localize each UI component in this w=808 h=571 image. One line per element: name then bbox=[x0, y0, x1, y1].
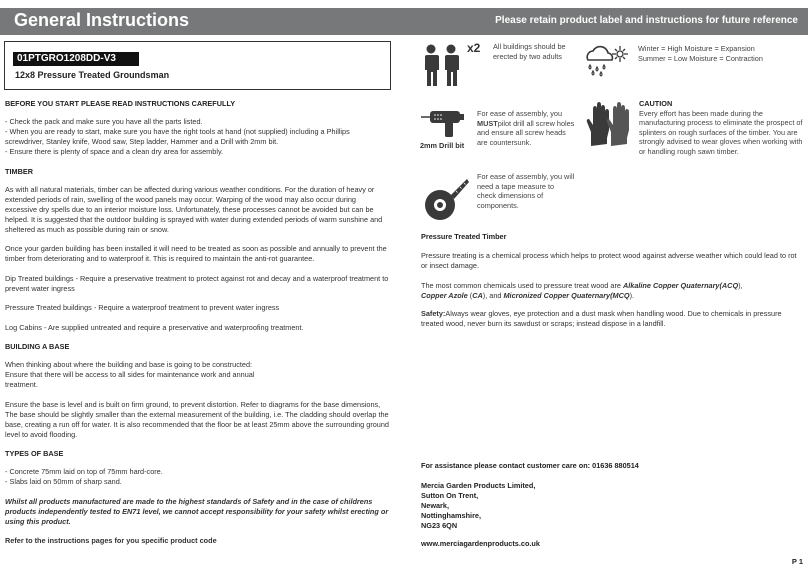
people-count: x2 bbox=[467, 41, 481, 55]
drill-icon bbox=[420, 107, 468, 139]
base-heading: BUILDING A BASE bbox=[5, 342, 70, 351]
safety-label: Safety: bbox=[421, 309, 446, 318]
types-list: - Concrete 75mm laid on top of 75mm hard-core. - Slabs laid on 50mm of sharp sand. bbox=[5, 467, 163, 486]
header-bar bbox=[0, 8, 808, 35]
drill-text bbox=[477, 109, 575, 147]
drill-text-must: MUST bbox=[477, 118, 498, 128]
chem-azole: Copper Azole bbox=[421, 291, 468, 300]
customer-care-line: For assistance please contact customer care on: 01636 880514 bbox=[421, 461, 639, 470]
chem-acq: Alkaline Copper Quaternary(ACQ bbox=[622, 281, 739, 290]
timber-paragraph-2: Once your garden building has been installed it will need to be treated as soon as possible and annually to prevent the timber from deteriorating and to waterproof it. This is required to maintain the anti-rot guarantee. bbox=[5, 244, 387, 263]
pressure-paragraph-1: Pressure treating is a chemical process which helps to protect wood against adverse weather which could lead to rot or insect damage. bbox=[421, 251, 797, 270]
caution-text: Every effort has been made during the manufacturing process to eliminate the prospect of splinters on rough surfaces of the timber. You are strongly advised to wear gloves when working with or handling rough sawn timber. bbox=[639, 108, 803, 156]
weather-icon bbox=[582, 42, 630, 78]
timber-paragraph-1: As with all natural materials, timber can be affected during various weather conditions. For the duration of heavy or extended periods of rain, swelling of the wood panels may occur. Warping of the wood may also occur during excessive dry spells due to an interior moisture loss. Unfortunately, these processes cannot be avoided but can be helped. It is suggested that the outdoor building is sprayed with water during extended periods of warm sunshine and sheltered as much as possible during rain or snow. bbox=[5, 184, 383, 234]
left-column bbox=[5, 99, 389, 546]
drill-bit-label: 2mm Drill bit bbox=[420, 141, 465, 150]
base-paragraph-1: When thinking about where the building and base is going to be constructed: Ensure that there will be access to all sides for maintenance work and annual treatment. bbox=[5, 360, 255, 389]
chem-sep-1: ), bbox=[738, 281, 743, 290]
refer-note: Refer to the instructions pages for you specific product code bbox=[5, 535, 217, 545]
safety-disclaimer: Whilst all products manufactured are made to the highest standards of Safety and in the case of childrens products independently tested to EN71 level, we cannot accept responsibility for your safety whilst erecting or using this product. bbox=[5, 496, 389, 526]
website-link[interactable]: www.merciagardenproducts.co.uk bbox=[421, 539, 540, 548]
before-list: - Check the pack and make sure you have all the parts listed. - When you are ready to start, make sure you have the right tools at hand (not supplied) including a Phillips screwdriver, Stanley knife, Wood saw, Step ladder, Hammer and a Drill with 2mm bit. - Ensure there is plenty of space and a clean dry area for assembly. bbox=[5, 117, 350, 156]
two-people-icon bbox=[420, 44, 464, 88]
chem-intro: The most common chemicals used to pressure treat wood are bbox=[421, 281, 623, 290]
timber-paragraph-4: Pressure Treated buildings - Require a waterproof treatment to prevent water ingress bbox=[5, 303, 280, 312]
tape-measure-icon bbox=[420, 175, 470, 225]
product-code: 01PTGRO1208DD-V3 bbox=[13, 52, 139, 66]
weather-text: Winter = High Moisture = Expansion Summer = Low Moisture = Contraction bbox=[638, 44, 763, 63]
company-address: Mercia Garden Products Limited, Sutton On Trent, Newark, Nottinghamshire, NG23 6QN bbox=[421, 481, 536, 530]
pressure-heading-text: Pressure Treated Timber bbox=[421, 232, 507, 241]
tape-text: For ease of assembly, you will need a tape measure to check dimensions of components. bbox=[477, 172, 575, 210]
page-number: P 1 bbox=[791, 557, 803, 566]
drill-text-pre: For ease of assembly, you bbox=[477, 109, 563, 118]
gloves-icon bbox=[585, 100, 633, 148]
chem-ca: CA bbox=[472, 291, 483, 300]
timber-heading: TIMBER bbox=[5, 166, 33, 176]
types-heading: TYPES OF BASE bbox=[5, 449, 64, 458]
timber-paragraph-5: Log Cabins - Are supplied untreated and require a preservative and waterproofing treatment. bbox=[5, 322, 304, 332]
safety-paragraph bbox=[421, 309, 803, 329]
pressure-heading bbox=[421, 232, 803, 242]
retain-note: Please retain product label and instructions for future reference bbox=[495, 15, 798, 26]
timber-paragraph-3: Dip Treated buildings - Require a preservative treatment to protect against rot and decay and a waterproof treatment to prevent water ingress bbox=[5, 273, 389, 293]
pressure-paragraph-2 bbox=[421, 281, 803, 301]
product-name: 12x8 Pressure Treated Groundsman bbox=[15, 70, 170, 80]
caution-title: CAUTION bbox=[639, 99, 673, 108]
people-text: All buildings should be erected by two adults bbox=[493, 42, 566, 61]
before-heading: BEFORE YOU START PLEASE READ INSTRUCTIONS CAREFULLY bbox=[5, 99, 236, 108]
product-label-box bbox=[4, 41, 391, 90]
drill-text-post: pilot drill all screw holes and ensure all screw heads are countersunk. bbox=[477, 118, 575, 147]
chem-end: ). bbox=[629, 291, 635, 300]
caution-block bbox=[639, 99, 803, 157]
chem-sep-2: ( bbox=[467, 291, 473, 300]
page-title: General Instructions bbox=[14, 10, 190, 30]
safety-text: Always wear gloves, eye protection and a dust mask when handling wood. Due to chemicals in pressure treated wood, never burn its sawdust or scraps; instead dispose in a landfill. bbox=[421, 309, 782, 328]
chem-sep-3: ), and bbox=[482, 291, 504, 300]
base-paragraph-2: Ensure the base is level and is built on firm ground, to prevent distortion. Refer to diagrams for the base dimensions, The base should be slightly smaller than the external measurement of the building, i.e. The cladding should overlap the base, creating a run off for water. It is also recommended that the floor be at least 25mm above the surrounding ground level to avoid flooding. bbox=[5, 399, 389, 439]
chem-mcq: Micronized Copper Quaternary(MCQ bbox=[503, 291, 630, 300]
